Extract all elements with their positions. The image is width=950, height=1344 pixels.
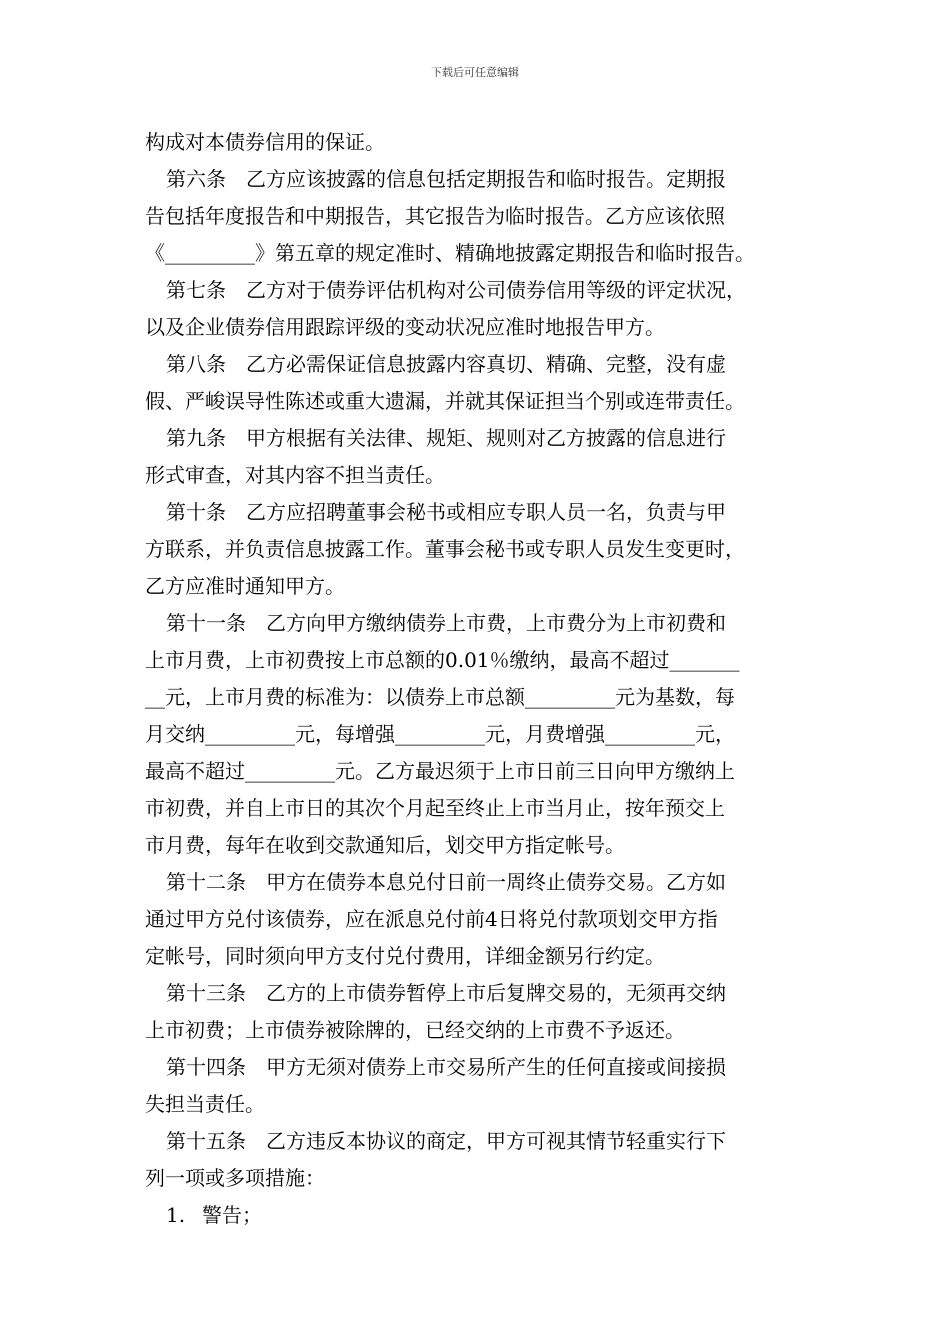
paragraph-line: 乙方应准时通知甲方。 — [145, 574, 345, 598]
paragraph-line: 告包括年度报告和中期报告，其它报告为临时报告。乙方应该依照 — [145, 204, 725, 228]
article-6-heading-line: 第六条 乙方应该披露的信息包括定期报告和临时报告。定期报 — [166, 167, 726, 191]
paragraph-line: 形式审查，对其内容不担当责任。 — [145, 463, 445, 487]
list-item-text: 警告； — [202, 1203, 262, 1227]
paragraph-line: 最高不超过_________元。乙方最迟须于上市日前三日向甲方缴纳上 — [145, 759, 735, 783]
paragraph-line: 以及企业债券信用跟踪评级的变动状况应准时地报告甲方。 — [145, 315, 665, 339]
article-8-heading-line: 第八条 乙方必需保证信息披露内容真切、精确、完整，没有虚 — [166, 352, 726, 376]
article-7-heading-line: 第七条 乙方对于债券评估机构对公司债券信用等级的评定状况， — [166, 278, 746, 302]
article-12-heading-line: 第十二条 甲方在债券本息兑付日前一周终止债券交易。乙方如 — [166, 870, 726, 894]
paragraph-line: 方联系，并负责信息披露工作。董事会秘书或专职人员发生变更时， — [145, 537, 745, 561]
article-11-heading-line: 第十一条 乙方向甲方缴纳债券上市费，上市费分为上市初费和 — [166, 611, 726, 635]
article-13-heading-line: 第十三条 乙方的上市债券暂停上市后复牌交易的，无须再交纳 — [166, 981, 726, 1005]
paragraph-line: 《_________》第五章的规定准时、精确地披露定期报告和临时报告。 — [145, 241, 755, 265]
article-9-heading-line: 第九条 甲方根据有关法律、规矩、规则对乙方披露的信息进行 — [166, 426, 726, 450]
article-10-heading-line: 第十条 乙方应招聘董事会秘书或相应专职人员一名，负责与甲 — [166, 500, 726, 524]
paragraph-line: 市月费，每年在收到交款通知后，划交甲方指定帐号。 — [145, 833, 625, 857]
paragraph-line: 列一项或多项措施： — [145, 1166, 325, 1190]
paragraph-line: 市初费，并自上市日的其次个月起至终止上市当月止，按年预交上 — [145, 796, 725, 820]
paragraph-line: 上市月费，上市初费按上市总额的0.01％缴纳，最高不超过_______ — [145, 648, 740, 672]
paragraph-line: __元，上市月费的标准为：以债券上市总额_________元为基数，每 — [145, 685, 735, 709]
paragraph-line: 定帐号，同时须向甲方支付兑付费用，详细金额另行约定。 — [145, 944, 665, 968]
document-body — [145, 124, 810, 1234]
paragraph-line: 假、严峻误导性陈述或重大遗漏，并就其保证担当个别或连带责任。 — [145, 389, 745, 413]
article-14-heading-line: 第十四条 甲方无须对债券上市交易所产生的任何直接或间接损 — [166, 1055, 726, 1079]
page-header-note: 下载后可任意编辑 — [431, 66, 519, 79]
paragraph-line: 失担当责任。 — [145, 1092, 265, 1116]
paragraph-line: 上市初费；上市债券被除牌的，已经交纳的上市费不予返还。 — [145, 1018, 685, 1042]
paragraph-line: 通过甲方兑付该债券，应在派息兑付前4日将兑付款项划交甲方指 — [145, 907, 718, 931]
article-15-heading-line: 第十五条 乙方违反本协议的商定，甲方可视其情节轻重实行下 — [166, 1129, 726, 1153]
paragraph-line: 月交纳_________元，每增强_________元，月费增强_________元， — [145, 722, 735, 746]
paragraph-line: 构成对本债券信用的保证。 — [145, 130, 385, 154]
list-item-number: 1. — [166, 1203, 186, 1227]
list-item — [145, 1197, 810, 1234]
